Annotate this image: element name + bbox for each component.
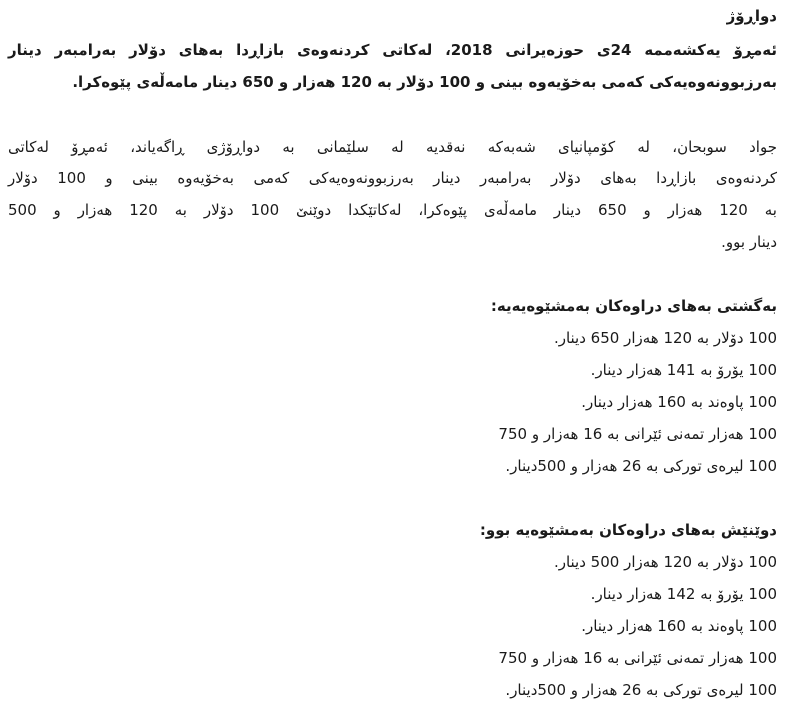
yesterday-rate-item: 100 هەزار تمەنی ئێرانی بە 16 هەزار و 750: [498, 649, 777, 667]
today-rate-item: 100 دۆلار بە 120 هەزار 650 دینار.: [553, 329, 777, 347]
today-rate-item: 100 هەزار تمەنی ئێرانی بە 16 هەزار و 750: [498, 425, 777, 443]
body-line-1: جواد سوبحان، لە کۆمپانیای شەبەکە نەقدیە لە سلێمانی بە دواڕۆژی ڕاگەیاند، ئەمڕۆ لەکاتی: [8, 138, 777, 156]
today-rate-item: 100 لیرەی تورکی بە 26 هەزار و 500دینار.: [505, 457, 777, 475]
today-rates-heading: بەگشتی بەهای دراوەکان بەمشێوەیەیە:: [490, 297, 777, 315]
yesterday-rate-item: 100 پاوەند بە 160 هەزار دینار.: [581, 617, 777, 635]
today-rate-item: 100 پاوەند بە 160 هەزار دینار.: [581, 393, 777, 411]
lead-line-1: ئەمڕۆ یەکشەممە 24ی حوزەیرانی 2018، لەکاتی کردنەوەی بازاڕدا بەهای دۆلار بەرامبەر دینار: [8, 41, 777, 59]
yesterday-rate-item: 100 لیرەی تورکی بە 26 هەزار و 500دینار.: [505, 681, 777, 699]
body-line-2: کردنەوەی بازاڕدا بەهای دۆلار بەرامبەر دینار بەرزبوونەوەیەکی کەمی بەخۆیەوە بینی و 100 دۆلار: [8, 169, 777, 187]
body-line-4: دینار بوو.: [721, 233, 777, 251]
yesterday-rates-heading: دوێنێش بەهای دراوەکان بەمشێوەیە بوو:: [479, 521, 777, 539]
lead-line-2: بەرزبوونەوەیەکی کەمی بەخۆیەوە بینی و 100 دۆلار بە 120 هەزار و 650 دینار مامەڵەی پێوەکرا.: [72, 73, 777, 91]
yesterday-rate-item: 100 دۆلار بە 120 هەزار 500 دینار.: [553, 553, 777, 571]
article-source-title: دواڕۆژ: [726, 7, 777, 25]
yesterday-rate-item: 100 یۆرۆ بە 142 هەزار دینار.: [590, 585, 777, 603]
today-rate-item: 100 یۆرۆ بە 141 هەزار دینار.: [590, 361, 777, 379]
body-line-3: بە 120 هەزار و 650 دینار مامەڵەی پێوەکرا، لەکاتێکدا دوێنێ 100 دۆلار بە 120 هەزار و 500: [8, 201, 777, 219]
